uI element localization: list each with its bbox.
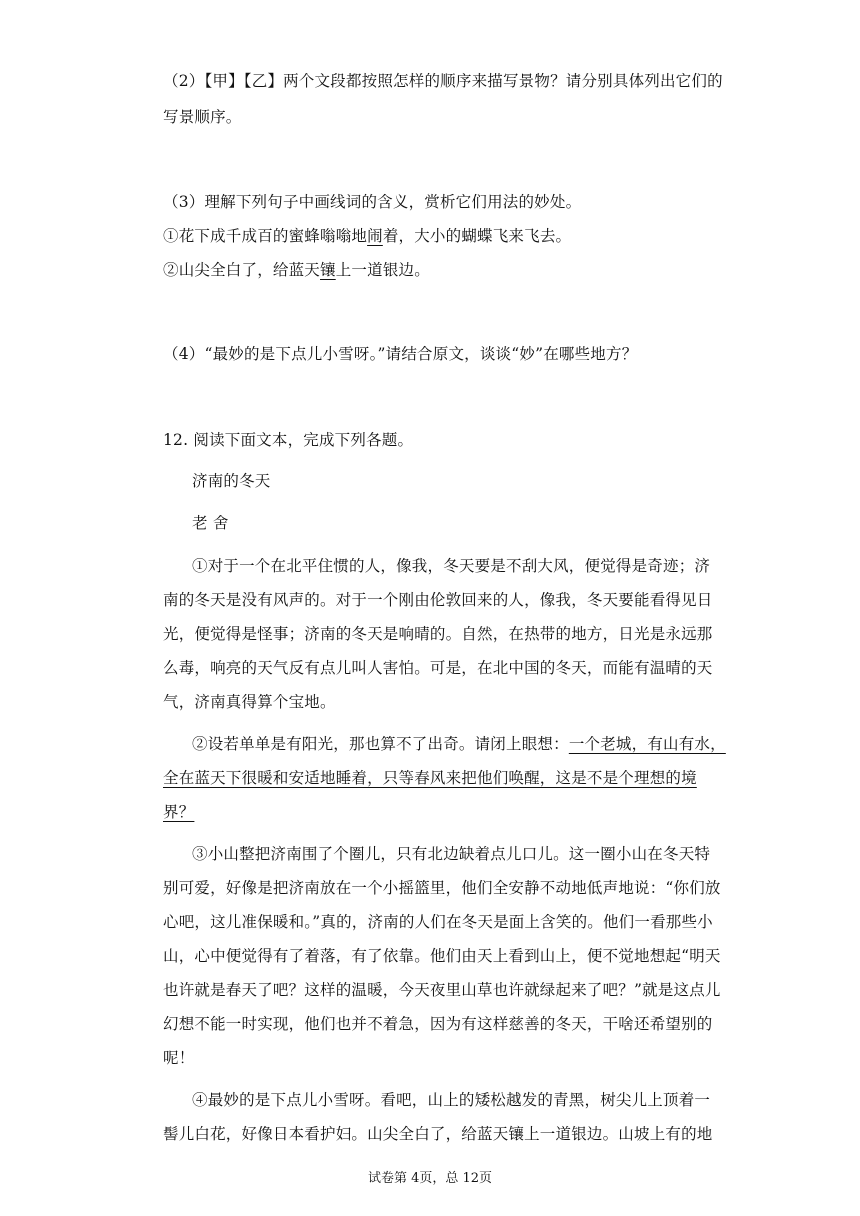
p2-line-1: [192, 734, 726, 754]
p3-line-1: ③小山整把济南围了个圈儿，只有北边缺着点儿口儿。这一圈小山在冬天特: [192, 845, 711, 863]
q11-sub2-line1: （2）【甲】【乙】两个文段都按照怎样的顺序来描写景物？请分别具体列出它们的: [163, 72, 723, 90]
p1-line-3: 光，便觉得是怪事；济南的冬天是响晴的。自然，在热带的地方，日光是永远那: [163, 625, 713, 643]
q11-sub3-s1-after: 着，大小的蝴蝶飞来飞去。: [382, 227, 572, 245]
p1-line-5: 气，济南真得算个宝地。: [163, 693, 336, 711]
p2-line-2: [163, 768, 697, 788]
q11-sub3-sentence-2: [163, 260, 430, 280]
p4-line-2: 髻儿白花，好像日本看护妇。山尖全白了，给蓝天镶上一道银边。山坡上有的地: [163, 1125, 713, 1143]
p1-line-1: ①对于一个在北平住惯的人，像我，冬天要是不刮大风，便觉得是奇迹；济: [192, 557, 711, 575]
p4-line-1: ④最妙的是下点儿小雪呀。看吧，山上的矮松越发的青黑，树尖儿上顶着一: [192, 1091, 711, 1109]
p3-line-3: 心吧，这儿准保暖和。”真的，济南的人们在冬天是面上含笑的。他们一看那些小: [163, 913, 713, 931]
q11-sub3-intro: （3）理解下列句子中画线词的含义，赏析它们用法的妙处。: [163, 193, 582, 211]
q11-sub3-s2-after: 上一道银边。: [335, 261, 430, 279]
passage-author: 老 舍: [192, 514, 229, 532]
p2-line-1-underlined: 一个老城，有山有水，: [568, 735, 726, 753]
page-footer: 试卷第 4页，总 12页: [367, 1171, 493, 1186]
q11-sub3-sentence-1: [163, 226, 571, 246]
p2-line-1-text: ②设若单单是有阳光，那也算不了出奇。请闭上眼想：: [192, 735, 569, 753]
p3-line-2: 别可爱，好像是把济南放在一个小摇篮里，他们全安静不动地低声地说：“你们放: [163, 879, 721, 897]
q11-sub3-s1-underlined-word: 闹: [367, 227, 383, 245]
q11-sub3-s2-before: ②山尖全白了，给蓝天: [163, 261, 321, 279]
p3-line-6: 幻想不能一时实现，他们也并不着急，因为有这样慈善的冬天，干啥还希望别的: [163, 1015, 713, 1033]
p3-line-7: 呢！: [163, 1049, 195, 1067]
p2-line-2-underlined: 全在蓝天下很暖和安适地睡着，只等春风来把他们唤醒，这是不是个理想的境: [163, 769, 697, 787]
p2-line-3-underlined: 界？: [163, 803, 195, 821]
p2-line-3: [163, 802, 194, 822]
p1-line-4: 么毒，响亮的天气反有点儿叫人害怕。可是，在北中国的冬天，而能有温晴的天: [163, 659, 713, 677]
p1-line-2: 南的冬天是没有风声的。对于一个刚由伦敦回来的人，像我，冬天要能看得见日: [163, 591, 713, 609]
passage-title: 济南的冬天: [192, 472, 271, 490]
q11-sub2-line2: 写景顺序。: [163, 108, 242, 126]
q12-heading: 12. 阅读下面文本，完成下列各题。: [163, 431, 414, 449]
q11-sub4: （4）“最妙的是下点儿小雪呀。”请结合原文，谈谈“妙”在哪些地方？: [163, 345, 638, 363]
q11-sub3-s1-before: ①花下成千成百的蜜蜂嗡嗡地: [163, 227, 368, 245]
p3-line-4: 山，心中便觉得有了着落，有了依靠。他们由天上看到山上，便不觉地想起“明天: [163, 947, 721, 965]
q11-sub3-s2-underlined-word: 镶: [320, 261, 336, 279]
p3-line-5: 也许就是春天了吧？这样的温暖，今天夜里山草也许就绿起来了吧？”就是这点儿: [163, 981, 721, 999]
